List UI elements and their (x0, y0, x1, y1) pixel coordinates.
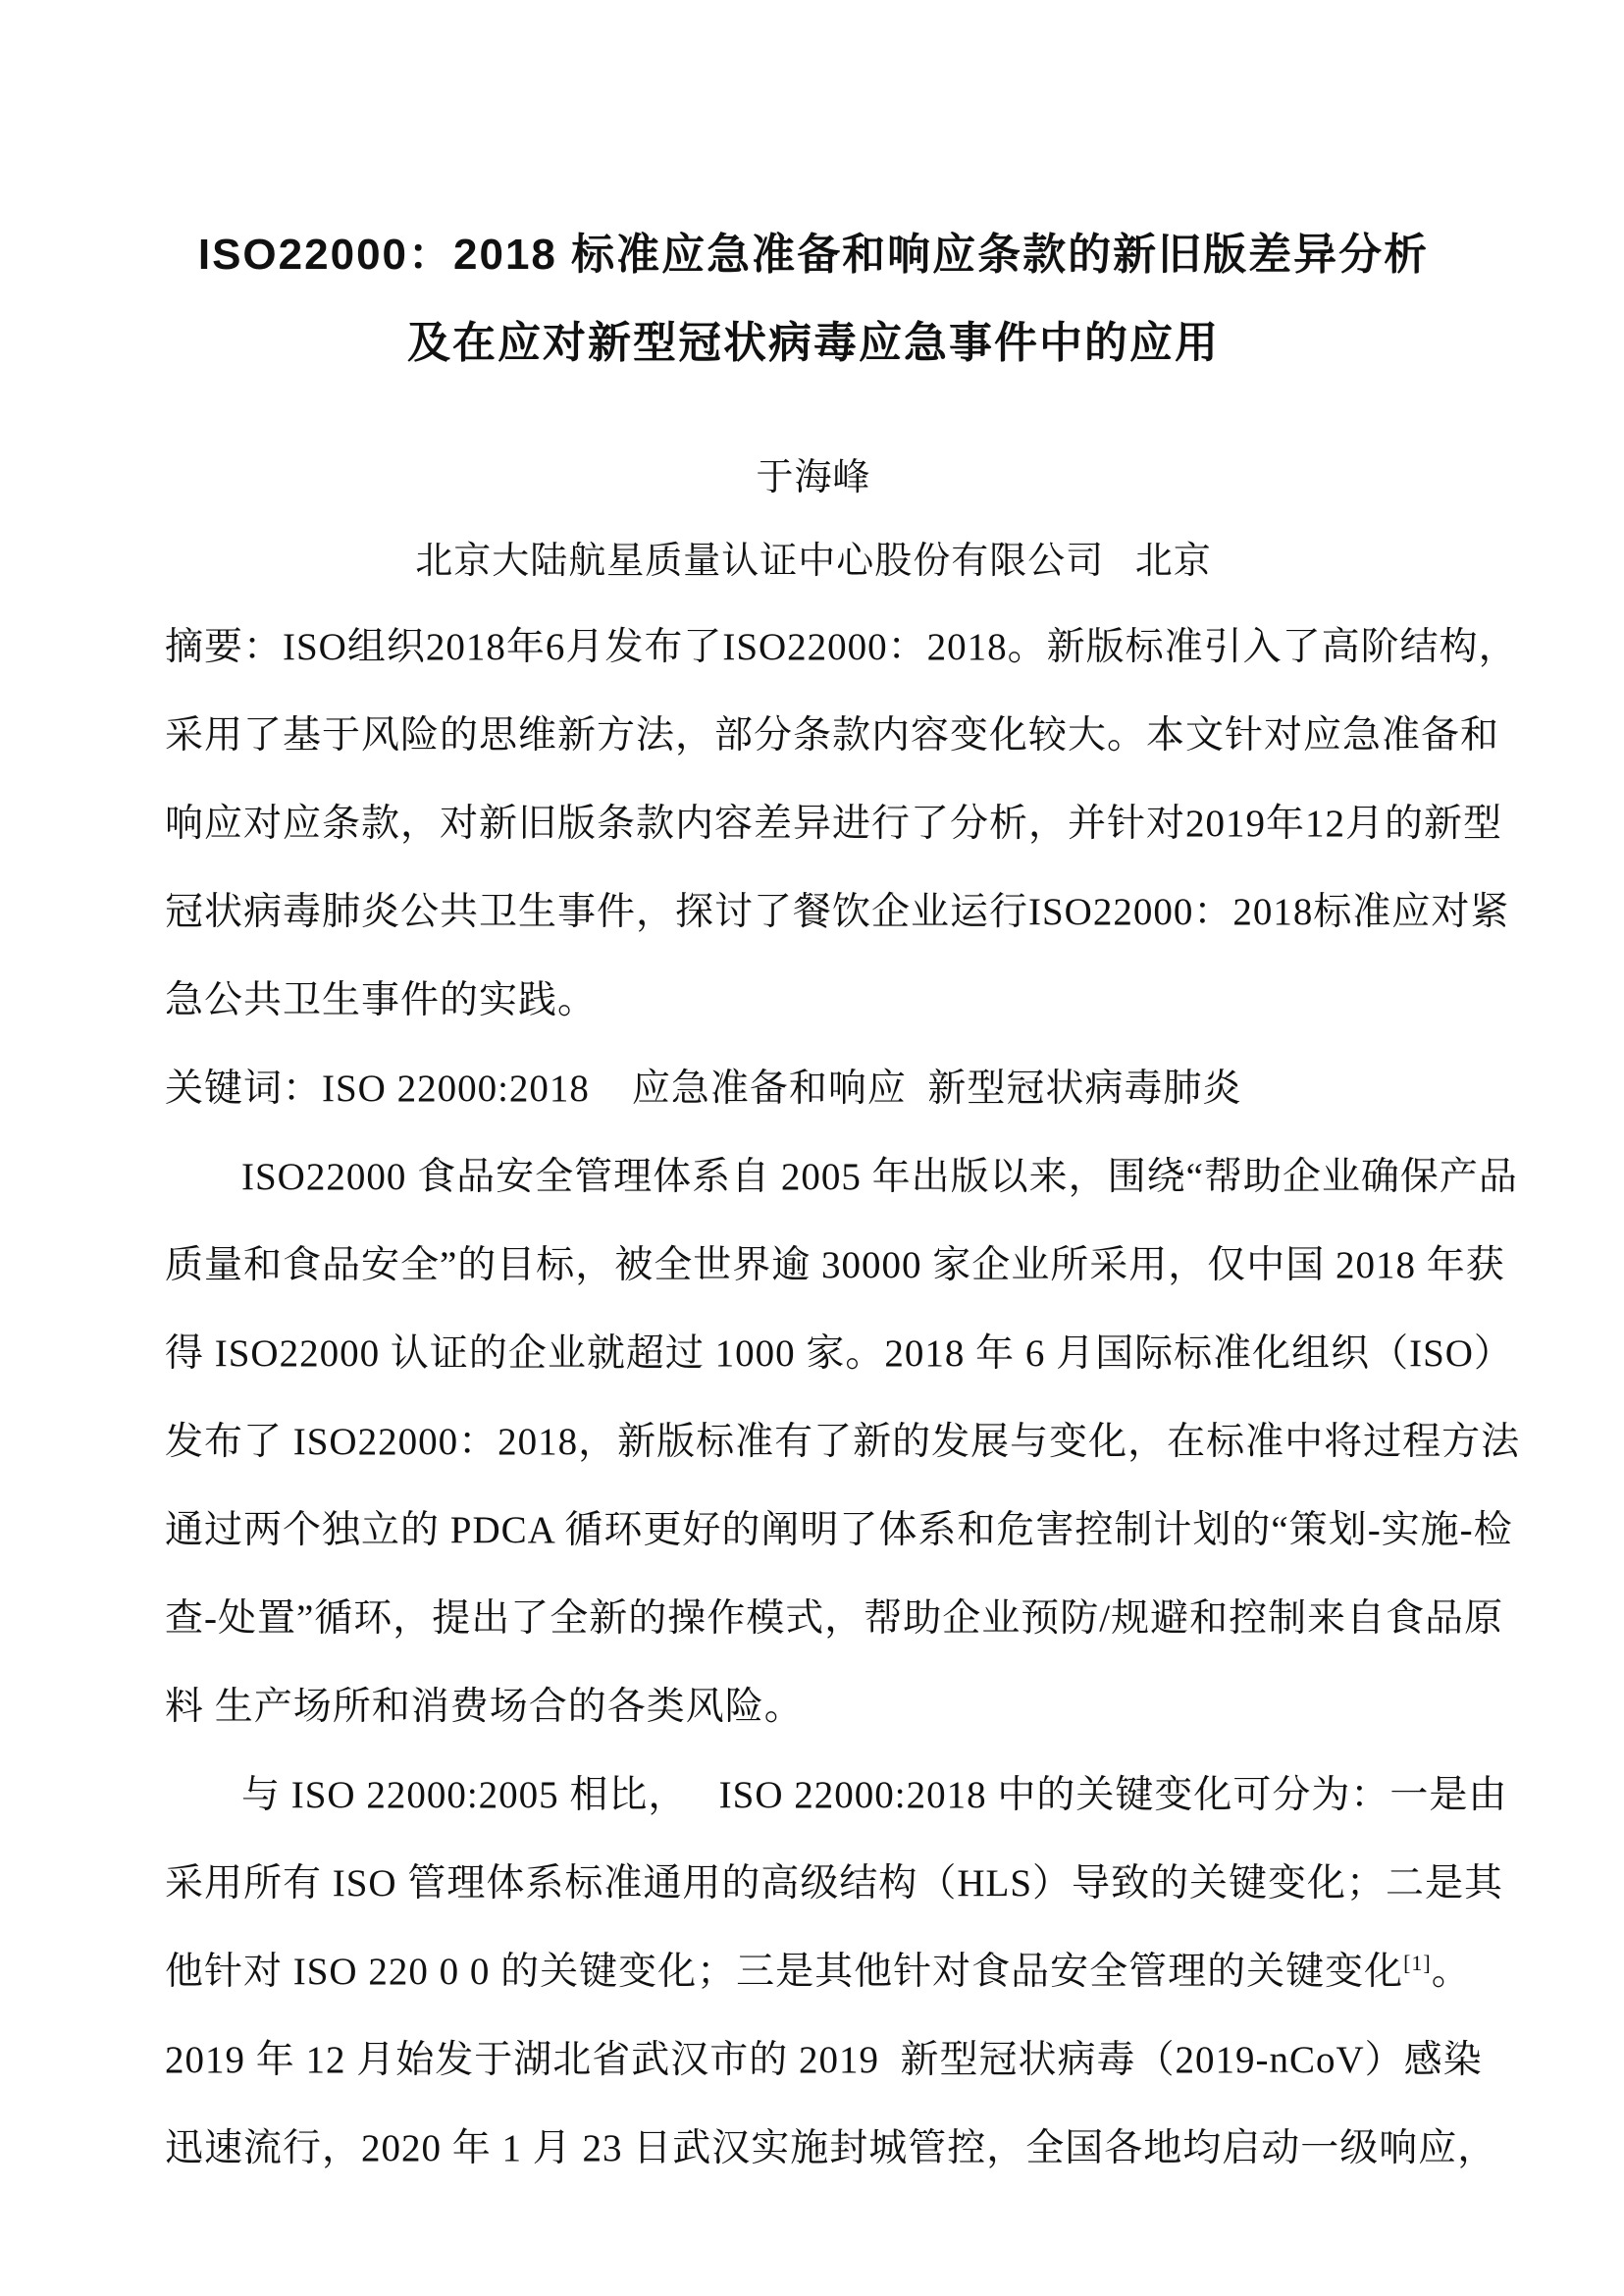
author-affiliation: 北京大陆航星质量认证中心股份有限公司 北京 (415, 541, 1212, 582)
text-segment: 。 (1431, 1951, 1471, 1993)
text-line: 采用了基于风险的思维新方法，部分条款内容变化较大。本文针对应急准备和 (165, 714, 1500, 757)
paper-title (165, 211, 1462, 388)
text-line: 响应对应条款，对新旧版条款内容差异进行了分析，并针对2019年12月的新型 (165, 803, 1503, 845)
text-segment: 他针对 ISO 220 0 0 的关键变化；三是其他针对食品安全管理的关键变化 (165, 1951, 1404, 1993)
text-line: 得 ISO22000 认证的企业就超过 1000 家。2018 年 6 月国际标准化组织（ISO） (165, 1332, 1513, 1375)
text-line: 2019 年 12 月始发于湖北省武汉市的 2019 新型冠状病毒（2019-nCoV）感染 (165, 2039, 1483, 2081)
text-line: 冠状病毒肺炎公共卫生事件，探讨了餐饮企业运行ISO22000：2018标准应对紧 (165, 891, 1510, 933)
text-line: 迅速流行，2020 年 1 月 23 日武汉实施封城管控，全国各地均启动一级响应， (165, 2127, 1497, 2169)
keywords-line: 关键词：ISO 22000:2018 应急准备和响应 新型冠状病毒肺炎 (165, 1068, 1242, 1110)
text-line: 料 生产场所和消费场合的各类风险。 (165, 1686, 804, 1728)
text-line: 与 ISO 22000:2005 相比， ISO 22000:2018 中的关键变化可分为：一是由 (241, 1774, 1508, 1816)
text-line: 发布了 ISO22000：2018，新版标准有了新的发展与变化，在标准中将过程方法 (165, 1421, 1521, 1463)
author-name: 于海峰 (756, 457, 871, 498)
byline (165, 437, 1462, 603)
text-line: 查-处置”循环，提出了全新的操作模式，帮助企业预防/规避和控制来自食品原 (165, 1597, 1504, 1640)
paper-title-line-1: ISO22000：2018 标准应急准备和响应条款的新旧版差异分析 (197, 231, 1430, 279)
text-line (165, 1928, 1471, 2016)
text-line: 采用所有 ISO 管理体系标准通用的高级结构（HLS）导致的关键变化；二是其 (165, 1862, 1504, 1905)
paper-title-line-2: 及在应对新型冠状病毒应急事件中的应用 (407, 319, 1220, 367)
text-line: 质量和食品安全”的目标，被全世界逾 30000 家企业所采用，仅中国 2018 年获 (165, 1244, 1505, 1286)
text-line: 通过两个独立的 PDCA 循环更好的阐明了体系和危害控制计划的“策划-实施-检 (165, 1509, 1513, 1551)
footnote-reference: [1] (1403, 1951, 1432, 1975)
abstract-section (165, 603, 1518, 1045)
text-line: ISO22000 食品安全管理体系自 2005 年出版以来，围绕“帮助企业确保产品 (241, 1156, 1518, 1198)
keywords-section (165, 1045, 1462, 1133)
body-paragraph-1 (165, 1133, 1521, 1751)
body-paragraph-2 (165, 1751, 1508, 2193)
text-line: 摘要：ISO组织2018年6月发布了ISO22000：2018。新版标准引入了高阶结构， (165, 626, 1518, 668)
text-line: 急公共卫生事件的实践。 (165, 979, 598, 1021)
